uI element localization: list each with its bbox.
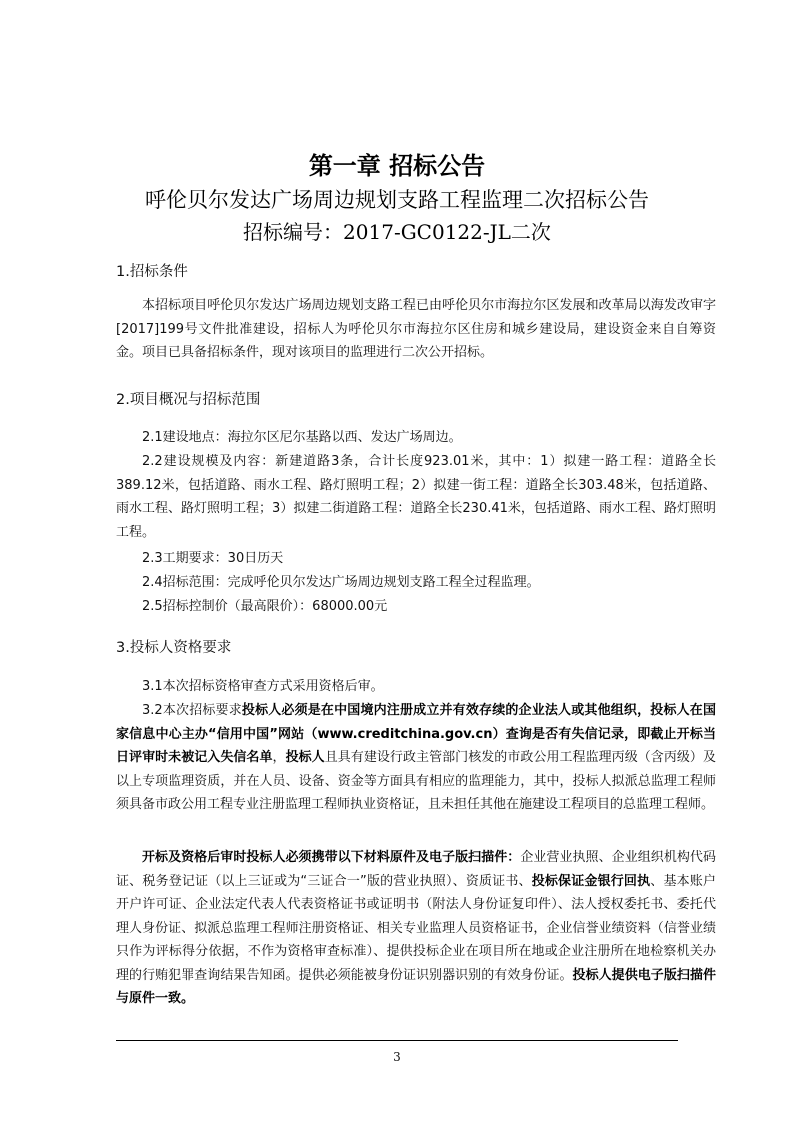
section-3-materials-paragraph (116, 846, 716, 1011)
section-1-body: 本招标项目呼伦贝尔发达广场周边规划支路工程已由呼伦贝尔市海拉尔区发展和改革局以海发改审字[2017]199号文件批准建设，招标人为呼伦贝尔市海拉尔区住房和城乡建设局，建设资金来自自筹资金。项目已具备招标条件，现对该项目的监理进行二次公开招标。 (116, 298, 716, 360)
section-3-item-2-bold-2: 投标人 (285, 750, 325, 765)
bid-code: 招标编号：2017-GC0122-JL二次 (243, 220, 551, 244)
materials-text-1: 企业营业执照、企业组织机构代码证、税务登记证（以上三证或为“三证合一”版的营业执照）、资质证书、 (116, 850, 716, 889)
materials-text-2: 、基本账户开户许可证、企业法定代表人代表资格证书或证明书（附法人身份证复印件）、法人授权委托书、委托代理人身份证、拟派总监理工程师注册资格证、相关专业监理人员资格证书，企业信誉业绩资料（信誉业绩只作为评标得分依据，不作为资格审查标准）、提供投标企业在项目所在地或企业注册所在地检察机关办理的行贿犯罪查询结果告知函。提供必须能被身份证识别器识别的有效身份证。 (116, 873, 716, 983)
section-2-item-3: 2.3工期要求：30日历天 (142, 551, 284, 566)
section-3-item-2-bold: 投标人必须是在中国境内注册成立并有效存续的企业法人或其他组织，投标人在国家信息中心主办“信用中国”网站（www.creditchina.gov.cn）查询是否有失信记录，即截止开标当日评审时未被记入失信名单 (116, 703, 716, 765)
section-3-item-2-rest: 且具有建设行政主管部门核发的市政公用工程监理丙级（含丙级）及以上专项监理资质，并在人员、设备、资金等方面具有相应的监理能力，其中，投标人拟派总监理工程师须具备市政公用工程专业注册监理工程师执业资格证，且未担任其他在施建设工程项目的总监理工程师。 (116, 750, 716, 812)
project-title: 呼伦贝尔发达广场周边规划支路工程监理二次招标公告 (145, 188, 649, 212)
page-number: 3 (393, 1050, 401, 1064)
materials-heading-bold: 开标及资格后审时投标人必须携带以下材料原件及电子版扫描件： (142, 850, 521, 865)
section-2-item-1: 2.1建设地点：海拉尔区尼尔基路以西、发达广场周边。 (142, 430, 462, 445)
section-2-heading: 2.项目概况与招标范围 (116, 392, 261, 408)
section-3-item-2-mid: ， (272, 750, 286, 765)
materials-bold-3: 投标人提供电子版扫描件与原件一致。 (116, 967, 716, 1006)
chapter-title: 第一章 招标公告 (308, 151, 486, 180)
section-2-item-5: 2.5招标控制价（最高限价）：68000.00元 (142, 599, 388, 614)
section-2-item-4: 2.4招标范围：完成呼伦贝尔发达广场周边规划支路工程全过程监理。 (142, 575, 540, 590)
footer-rule (116, 1040, 678, 1041)
section-3-heading: 3.投标人资格要求 (116, 640, 232, 656)
section-3-item-1: 3.1本次招标资格审查方式采用资格后审。 (142, 679, 384, 694)
section-3-item-2 (116, 699, 716, 817)
materials-bold-2: 投标保证金银行回执 (531, 873, 651, 889)
section-1-heading: 1.招标条件 (116, 264, 188, 280)
section-3-item-2-prefix: 3.2本次招标要求 (142, 703, 242, 718)
section-2-item-2: 2.2建设规模及内容：新建道路3条，合计长度923.01米，其中：1）拟建一路工程：道路全长389.12米，包括道路、雨水工程、路灯照明工程；2）拟建一街工程：道路全长303.48米，包括道路、雨水工程、路灯照明工程；3）拟建二街道路工程：道路全长230.41米，包括道路、雨水工程、路灯照明工程。 (116, 454, 716, 540)
